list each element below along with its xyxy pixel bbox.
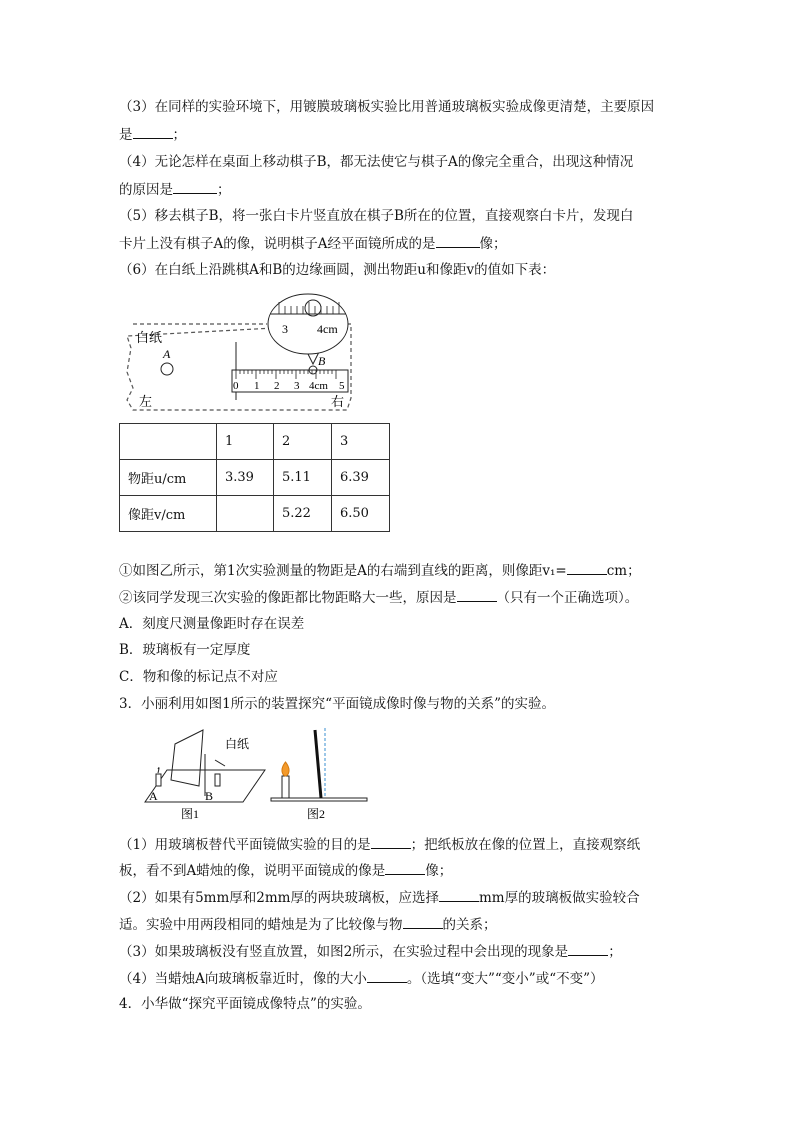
q3-part1-line1 <box>119 834 640 855</box>
table-cell: 像距v/cm <box>120 496 217 532</box>
ruler-body <box>232 370 348 392</box>
q2-part5-line1: （5）移去棋子B，将一张白卡片竖直放在棋子B所在的位置，直接观察白卡片，发现白 <box>119 208 634 224</box>
q3-part2-line1 <box>119 887 640 908</box>
table-row <box>120 496 390 532</box>
question-4-stem: 4．小华做“探究平面镜成像特点”的实验。 <box>119 996 371 1012</box>
answer-blank[interactable] <box>133 124 173 139</box>
table-header-row <box>120 424 390 460</box>
text: ②该同学发现三次实验的像距都比物距略大一些，原因是 <box>119 590 457 606</box>
text: 像； <box>479 236 507 252</box>
text: ； <box>172 127 186 143</box>
label-b: B <box>205 789 214 803</box>
paper-leader <box>215 760 225 766</box>
q2-part6-line: （6）在白纸上沿跳棋A和B的边缘画圆，测出物距u和像距v的值如下表： <box>119 262 556 278</box>
text: 板，看不到A蜡烛的像，说明平面镜成的像是 <box>119 863 386 879</box>
ruler-tick-label: 1 <box>254 380 260 392</box>
text: cm； <box>606 563 641 579</box>
text: （2）如果有5mm厚和2mm厚的两块玻璃板，应选择 <box>119 890 439 906</box>
option-c: C．物和像的标记点不对应 <box>119 669 278 685</box>
q2-part5-line2 <box>119 233 507 254</box>
candle-a <box>156 774 161 786</box>
text: 的关系； <box>442 917 497 933</box>
q2-sub2-line <box>119 587 638 608</box>
table-cell: 物距u/cm <box>120 460 217 496</box>
candle-figures <box>119 722 379 826</box>
label-a: A <box>149 789 158 803</box>
table-cell: 6.50 <box>332 496 390 532</box>
ruler-tick-label: 4cm <box>309 380 328 392</box>
table-row <box>120 460 390 496</box>
table-cell: 3.39 <box>217 460 274 496</box>
text: （4）当蜡烛A向玻璃板靠近时，像的大小 <box>119 971 367 987</box>
text: ；把纸板放在像的位置上，直接观察纸 <box>410 837 641 853</box>
glass-plate <box>171 730 203 786</box>
ruler-tick-label: 2 <box>274 380 280 392</box>
ruler-tick-label: 3 <box>294 380 300 392</box>
answer-blank[interactable] <box>367 968 407 983</box>
right-label: 右 <box>331 394 345 409</box>
answer-blank[interactable] <box>403 914 443 929</box>
text: 适。实验中用两段相同的蜡烛是为了比较像与物 <box>119 917 403 933</box>
candle-flame <box>282 762 289 776</box>
text: （3）如果玻璃板没有竖直放置，如图2所示，在实验过程中会出现的现象是 <box>119 944 569 960</box>
table-cell <box>217 496 274 532</box>
paper-label: 白纸 <box>225 737 250 751</box>
flame-a <box>158 768 159 773</box>
table-cell: 5.22 <box>274 496 332 532</box>
tilted-glass <box>315 730 321 798</box>
paper-label: 白纸 <box>136 330 163 345</box>
text: ①如图乙所示，第1次实验测量的物距是A的右端到直线的距离，则像距v₁= <box>119 563 567 579</box>
q2-part4-line2 <box>119 179 231 200</box>
q2-part3-line2 <box>119 124 186 145</box>
text: （1）用玻璃板替代平面镜做实验的目的是 <box>119 837 371 853</box>
answer-blank[interactable] <box>567 560 607 575</box>
text: 。（选填“变大”“变小”或“不变”） <box>406 971 604 987</box>
option-b: B．玻璃板有一定厚度 <box>119 642 251 658</box>
text: 像； <box>425 863 453 879</box>
figure-2-caption: 图2 <box>307 807 326 821</box>
q3-part2-line2 <box>119 914 497 935</box>
answer-blank[interactable] <box>439 887 479 902</box>
question-3-stem: 3．小丽利用如图1所示的装置探究“平面镜成像时像与物的关系”的实验。 <box>119 696 555 712</box>
table-cell: 1 <box>217 424 274 460</box>
lit-candle <box>282 776 289 798</box>
piece-a-circle <box>161 363 173 375</box>
text: 卡片上没有棋子A的像，说明棋子A经平面镜所成的是 <box>119 236 436 252</box>
table-cell: 2 <box>274 424 332 460</box>
text: ； <box>217 182 231 198</box>
text: mm厚的玻璃板做实验较合 <box>478 890 640 906</box>
table-cell <box>120 424 217 460</box>
ruler-tick-label: 5 <box>339 380 345 392</box>
candle-b <box>215 774 220 786</box>
text: （只有一个正确选项）。 <box>496 590 639 606</box>
answer-blank[interactable] <box>436 233 480 248</box>
figure-1-caption: 图1 <box>181 807 200 821</box>
answer-blank[interactable] <box>173 179 217 194</box>
left-label: 左 <box>139 394 153 409</box>
measurement-table <box>119 423 390 532</box>
zoom-tick-label: 4cm <box>317 322 338 336</box>
ruler-figure <box>119 288 359 416</box>
answer-blank[interactable] <box>568 941 608 956</box>
answer-blank[interactable] <box>371 834 411 849</box>
label-a: A <box>163 347 171 361</box>
q3-part3-line <box>119 941 622 962</box>
q3-part1-line2 <box>119 860 452 881</box>
q2-part3-line1: （3）在同样的实验环境下，用镀膜玻璃板实验比用普通玻璃板实验成像更清楚，主要原因 <box>119 99 655 115</box>
text: 是 <box>119 127 133 143</box>
option-a: A．刻度尺测量像距时存在误差 <box>119 616 305 632</box>
table-cell: 3 <box>332 424 390 460</box>
q3-part4-line <box>119 968 604 989</box>
ruler-tick-label: 0 <box>233 380 239 392</box>
q2-part4-line1: （4）无论怎样在桌面上移动棋子B，都无法使它与棋子A的像完全重合，出现这种情况 <box>119 154 634 170</box>
table-cell: 6.39 <box>332 460 390 496</box>
answer-blank[interactable] <box>385 860 425 875</box>
zoom-tick-label: 3 <box>282 322 288 336</box>
answer-blank[interactable] <box>457 587 497 602</box>
table-cell: 5.11 <box>274 460 332 496</box>
q2-sub1-line <box>119 560 641 581</box>
text: 的原因是 <box>119 182 173 198</box>
label-b: B <box>318 354 326 368</box>
text: ； <box>608 944 622 960</box>
